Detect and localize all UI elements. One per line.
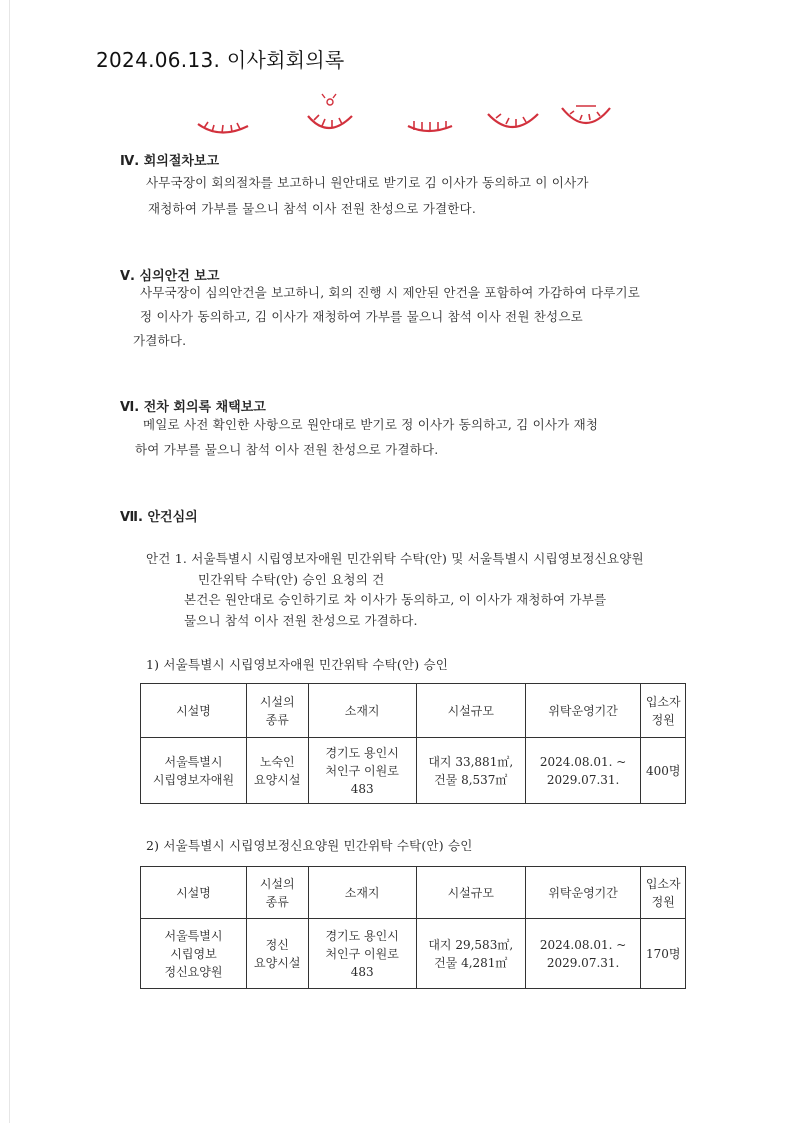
table-2-caption: 2) 서울특별시 시립영보정신요양원 민간위탁 수탁(안) 승인	[146, 838, 473, 853]
header-address: 소재지	[308, 867, 416, 919]
seal-stamp-3	[408, 121, 452, 132]
header-capacity: 입소자 정원	[641, 867, 686, 919]
section-6-heading: Ⅵ. 전차 회의록 채택보고	[120, 400, 266, 415]
table-1-caption: 1) 서울특별시 시립영보자애원 민간위탁 수탁(안) 승인	[146, 657, 449, 672]
table-header-row	[141, 867, 686, 919]
facility-table-1	[140, 683, 686, 804]
header-address: 소재지	[308, 684, 416, 738]
seal-stamp-1	[198, 122, 248, 133]
header-capacity: 입소자 정원	[641, 684, 686, 738]
seal-stamp-5	[562, 106, 610, 123]
cell-type: 정신 요양시설	[246, 919, 308, 989]
header-period: 위탁운영기간	[525, 867, 641, 919]
header-name: 시설명	[141, 867, 247, 919]
section-5-line-1: 사무국장이 심의안건을 보고하니, 회의 진행 시 제안된 안건을 포함하여 가감하여 다루기로	[140, 285, 641, 300]
section-6-line-1: 메일로 사전 확인한 사항으로 원안대로 받기로 정 이사가 동의하고, 김 이사가 재청	[143, 417, 599, 432]
cell-scale: 대지 29,583㎡, 건물 4,281㎡	[416, 919, 525, 989]
cell-address: 경기도 용인시 처인구 이원로 483	[308, 919, 416, 989]
cell-period: 2024.08.01. ~ 2029.07.31.	[525, 919, 641, 989]
section-5-heading: Ⅴ. 심의안건 보고	[120, 269, 220, 284]
section-4-line-1: 사무국장이 회의절차를 보고하니 원안대로 받기로 김 이사가 동의하고 이 이사가	[146, 175, 589, 190]
cell-address: 경기도 용인시 처인구 이원로 483	[308, 738, 416, 804]
cell-scale: 대지 33,881㎡, 건물 8,537㎡	[416, 738, 525, 804]
agenda-1-resolution-1: 본건은 원안대로 승인하기로 차 이사가 동의하고, 이 이사가 재청하여 가부를	[184, 592, 607, 607]
table-row	[141, 738, 686, 804]
section-5-line-3: 가결하다.	[133, 333, 187, 348]
table-header-row	[141, 684, 686, 738]
section-4-line-2: 재청하여 가부를 물으니 참석 이사 전원 찬성으로 가결한다.	[148, 201, 476, 216]
agenda-1-line-2: 민간위탁 수탁(안) 승인 요청의 건	[198, 572, 385, 587]
header-type: 시설의 종류	[246, 684, 308, 738]
header-name: 시설명	[141, 684, 247, 738]
header-type: 시설의 종류	[246, 867, 308, 919]
header-scale: 시설규모	[416, 684, 525, 738]
cell-capacity: 170명	[641, 919, 686, 989]
facility-table-2	[140, 866, 686, 989]
section-7-heading: Ⅶ. 안건심의	[120, 510, 198, 525]
seal-stamp-2	[308, 94, 352, 128]
section-4-heading: Ⅳ. 회의절차보고	[120, 154, 220, 169]
seal-stamps	[190, 86, 630, 142]
agenda-1-line-1: 안건 1. 서울특별시 시립영보자애원 민간위탁 수탁(안) 및 서울특별시 시립영보정신요양원	[146, 551, 644, 566]
seal-stamp-4	[488, 114, 538, 127]
table-row	[141, 919, 686, 989]
section-6-line-2: 하여 가부를 물으니 참석 이사 전원 찬성으로 가결하다.	[135, 442, 439, 457]
cell-name: 서울특별시 시립영보 정신요양원	[141, 919, 247, 989]
cell-name: 서울특별시 시립영보자애원	[141, 738, 247, 804]
page-title: 2024.06.13. 이사회회의록	[96, 48, 345, 72]
section-5-line-2: 정 이사가 동의하고, 김 이사가 재청하여 가부를 물으니 참석 이사 전원 찬성으로	[140, 309, 583, 324]
cell-capacity: 400명	[641, 738, 686, 804]
agenda-1-resolution-2: 물으니 참석 이사 전원 찬성으로 가결하다.	[184, 613, 418, 628]
cell-type: 노숙인 요양시설	[246, 738, 308, 804]
header-period: 위탁운영기간	[525, 684, 641, 738]
scan-edge-line	[9, 0, 10, 1123]
header-scale: 시설규모	[416, 867, 525, 919]
cell-period: 2024.08.01. ~ 2029.07.31.	[525, 738, 641, 804]
